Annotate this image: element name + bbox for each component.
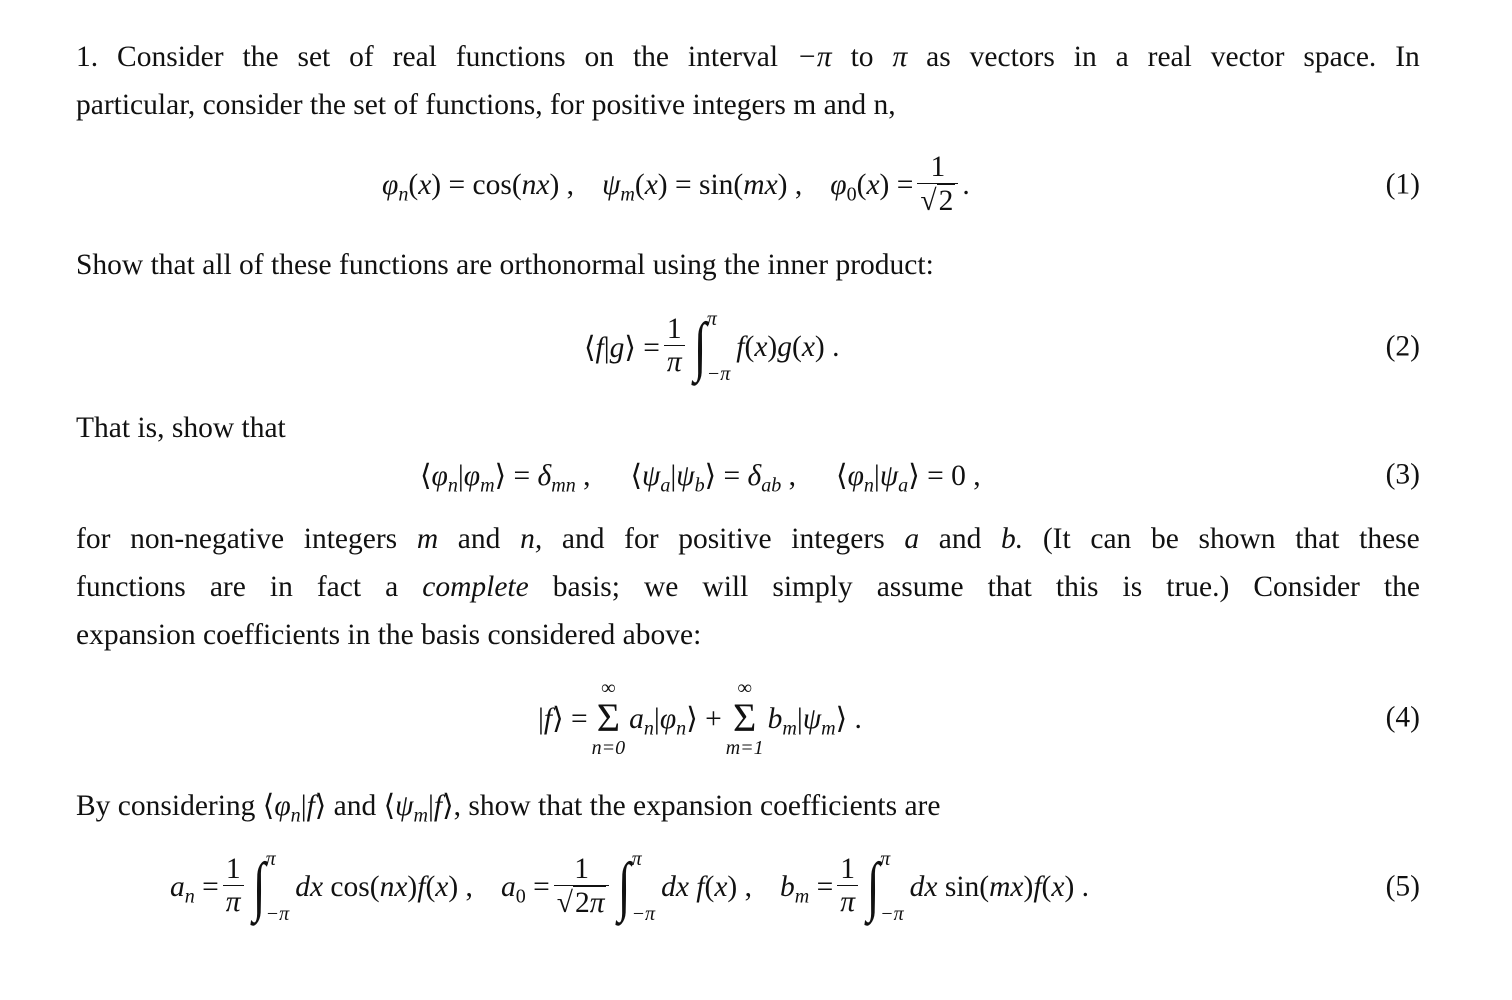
paragraph2-line-1: for non-negative integers m and n, and for positive integers a and b. (It can be shown that these [76,523,1420,555]
sum-sign: ∞ Σ m=1 [725,677,764,759]
equation-4 [76,673,1420,763]
equation-5 [76,842,1420,932]
equation-3 [76,432,1420,518]
paragraph2-line-2: functions are in fact a complete basis; we will simply assume that this is true.) Consider the [76,571,1420,603]
paragraph2-line-3: expansion coefficients in the basis considered above: [76,619,702,651]
equation-1-body: $\varphi_n(x) = \cos(nx)$ , $\psi_m(x) = \sin(mx)$ , $\varphi_0(x)$ = 1 √ 2 . [382,150,970,217]
equation-1 [76,140,1420,230]
equation-1-number: (1) [1385,168,1420,201]
equation-2 [76,302,1420,392]
sum-sign: ∞ Σ n=0 [591,677,626,759]
that-is-text: That is, show that [76,412,286,444]
inner-product-intro: Show that all of these functions are orthonormal using the inner product: [76,249,934,281]
problem-number: 1. [76,41,99,73]
equation-3-body: $⟨\varphi_n|\varphi_m⟩ = \delta_{mn}$ , $⟨\psi_a|\psi_b⟩ = \delta_{ab}$ , $⟨\varphi_n|\psi_a⟩ = 0$ , [420,459,981,496]
equation-4-number: (4) [1385,701,1420,734]
integral-sign: ∫ π −π [866,848,904,925]
equation-5-number: (5) [1385,870,1420,903]
intro-line-1: 1. Consider the set of real functions on the interval −π to π as vectors in a real vector space. In [76,37,1420,77]
equation-2-body: ⟨f|g⟩ = $\frac{1}{\pi}$ ∫ π −π f(x)g(x) . [584,308,840,385]
equation-5-body: $a_n$ = $\frac{1}{\pi}$ ∫ π −π dx cos(nx)f(x) , $a_0$ = 1 √ 2π ∫ π −π dx f(x) , $b_m$ = $\frac{1}{\pi}$ ∫ π −π dx sin(mx)f(x) . [170,848,1090,925]
equation-2-number: (2) [1385,330,1420,363]
by-considering-text: By considering $⟨\varphi_n|f⟩$ and $⟨\psi_m|f⟩$, show that the expansion coefficients are [76,790,941,827]
integral-sign: ∫ π −π [693,308,731,385]
equation-4-body: |f⟩ = ∞ Σ n=0 $a_n|\varphi_n⟩$ + ∞ Σ m=1 $b_m|\psi_m⟩$ . [538,677,862,759]
integral-sign: ∫ π −π [252,848,290,925]
integral-sign: ∫ π −π [618,848,656,925]
intro-line-2: particular, consider the set of functions, for positive integers m and n, [76,89,896,121]
equation-3-number: (3) [1385,458,1420,491]
